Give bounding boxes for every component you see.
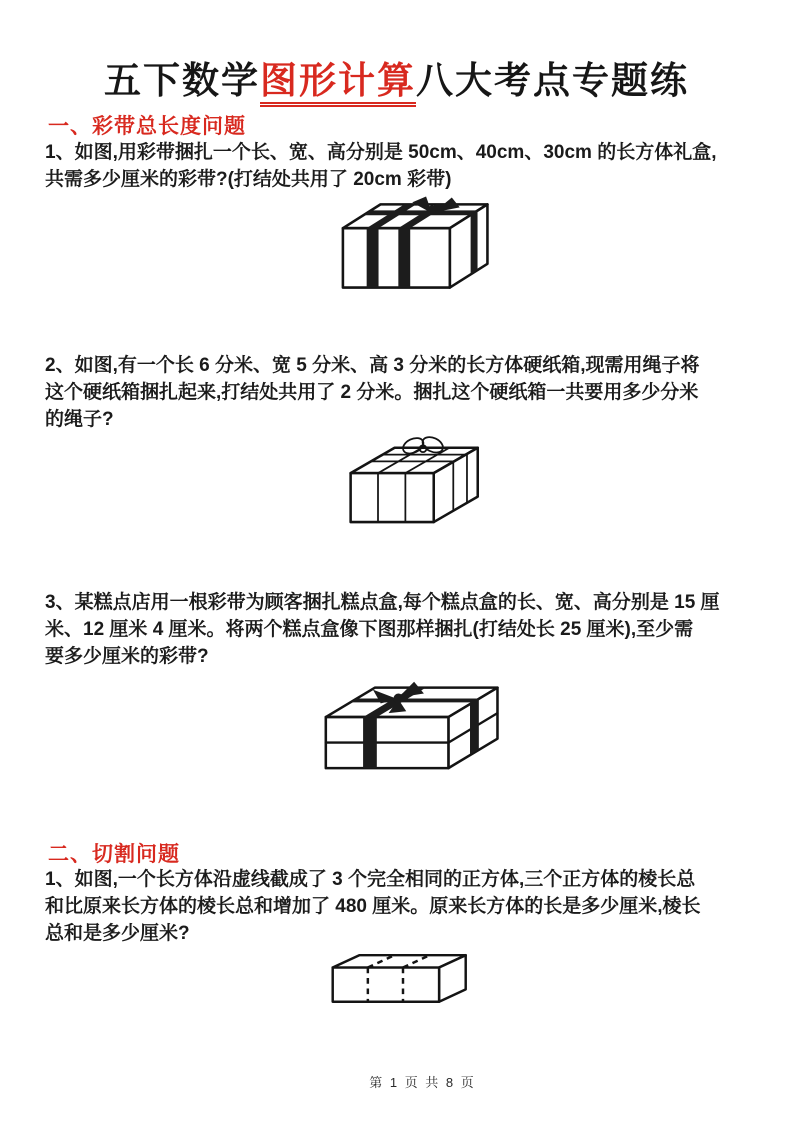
section-1-heading: 一、彩带总长度问题 [48, 115, 246, 138]
stacked-boxes-diagram [316, 670, 522, 773]
figure-stacked-cake-boxes [316, 670, 522, 773]
question-text-line: 1、如图,一个长方体沿虚线截成了 3 个完全相同的正方体,三个正方体的棱长总 [45, 869, 696, 890]
question-text-line: 共需多少厘米的彩带?(打结处共用了 20cm 彩带) [45, 169, 452, 190]
question-text-line: 2、如图,有一个长 6 分米、宽 5 分米、高 3 分米的长方体硬纸箱,现需用绳子将 [45, 355, 700, 376]
question-text-line: 和比原来长方体的棱长总和增加了 480 厘米。原来长方体的长是多少厘米,棱长 [45, 896, 701, 917]
question-text-line: 这个硬纸箱捆扎起来,打结处共用了 2 分米。捆扎这个硬纸箱一共要用多少分米 [45, 382, 699, 403]
question-1-1 [45, 139, 763, 193]
title-part-3: 八大考点专题练 [416, 60, 689, 101]
question-2-1 [45, 866, 763, 947]
question-text-line: 米、12 厘米 4 厘米。将两个糕点盒像下图那样捆扎(打结处长 25 厘米),至少需 [45, 619, 694, 640]
title-highlighted-part: 图形计算 [260, 60, 416, 107]
figure-gift-box-with-dark-ribbons [333, 196, 531, 291]
figure-cuboid-dashed-cuts [327, 948, 479, 1008]
section-2-heading: 二、切割问题 [48, 843, 180, 866]
carton-diagram [338, 436, 506, 524]
question-text-line: 的绳子? [45, 409, 114, 430]
page-number-footer: 第 1 页 共 8 页 [369, 1075, 476, 1090]
gift-box-diagram [333, 196, 531, 291]
question-text-line: 1、如图,用彩带捆扎一个长、宽、高分别是 50cm、40cm、30cm 的长方体礼盒, [45, 142, 717, 163]
figure-carton-with-crossed-rope [338, 436, 506, 524]
question-text-line: 要多少厘米的彩带? [45, 646, 209, 667]
title-part-1: 五下数学 [104, 60, 260, 101]
page-title [0, 50, 793, 104]
cuboid-diagram [327, 948, 479, 1008]
question-1-2 [45, 352, 763, 433]
question-1-3 [45, 589, 763, 670]
question-text-line: 3、某糕点店用一根彩带为顾客捆扎糕点盒,每个糕点盒的长、宽、高分别是 15 厘 [45, 592, 720, 613]
question-text-line: 总和是多少厘米? [45, 923, 190, 944]
